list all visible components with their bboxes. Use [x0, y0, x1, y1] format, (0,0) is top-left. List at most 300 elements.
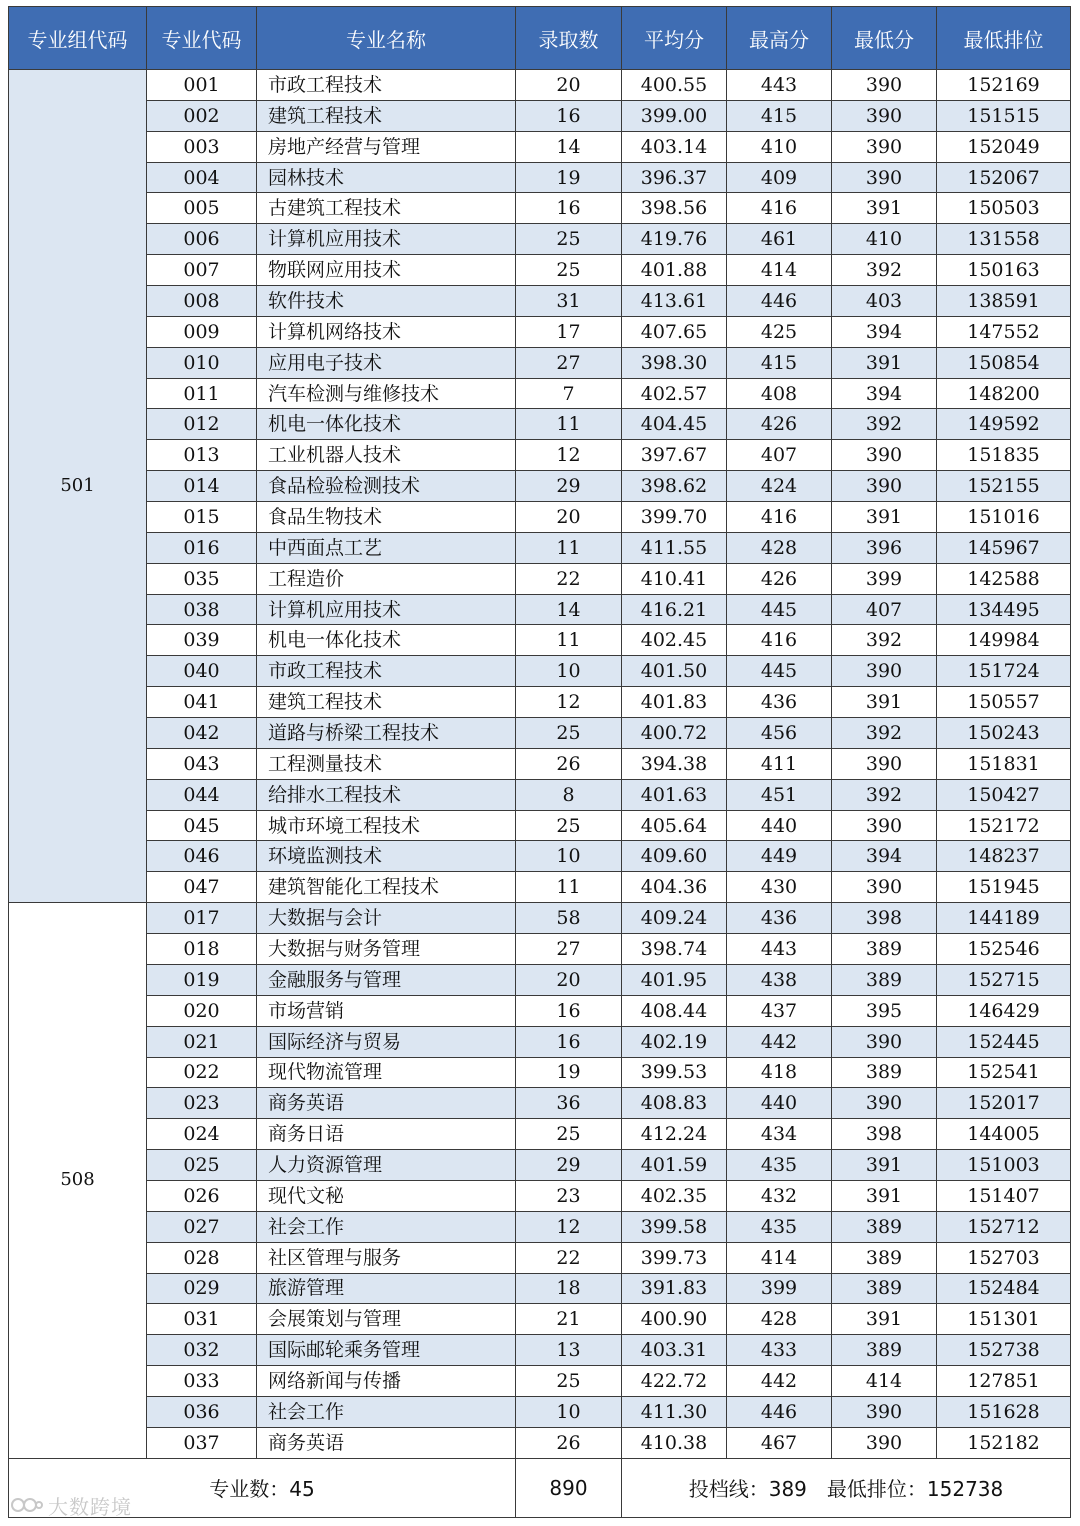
admitted-cell: 16 [516, 193, 622, 224]
average-cell: 412.24 [622, 1119, 727, 1150]
highest-cell: 409 [727, 162, 832, 193]
major-code-cell: 012 [147, 409, 257, 440]
major-code-cell: 045 [147, 810, 257, 841]
table-row [9, 625, 1071, 656]
major-code-cell: 033 [147, 1366, 257, 1397]
admitted-cell: 21 [516, 1304, 622, 1335]
lowest-cell: 396 [832, 532, 937, 563]
table-row [9, 964, 1071, 995]
major-name-cell: 国际经济与贸易 [257, 1026, 516, 1057]
lowest-cell: 390 [832, 1026, 937, 1057]
lowest-cell: 390 [832, 1396, 937, 1427]
highest-cell: 414 [727, 1242, 832, 1273]
average-cell: 397.67 [622, 440, 727, 471]
major-name-cell: 汽车检测与维修技术 [257, 378, 516, 409]
highest-cell: 425 [727, 316, 832, 347]
header-major-code: 专业代码 [147, 7, 257, 70]
major-name-cell: 国际邮轮乘务管理 [257, 1335, 516, 1366]
admitted-cell: 13 [516, 1335, 622, 1366]
major-code-cell: 013 [147, 440, 257, 471]
average-cell: 411.55 [622, 532, 727, 563]
lowest-cell: 391 [832, 687, 937, 718]
highest-cell: 434 [727, 1119, 832, 1150]
major-name-cell: 商务英语 [257, 1088, 516, 1119]
admitted-cell: 7 [516, 378, 622, 409]
admitted-cell: 11 [516, 532, 622, 563]
major-code-cell: 028 [147, 1242, 257, 1273]
average-cell: 402.57 [622, 378, 727, 409]
header-highest: 最高分 [727, 7, 832, 70]
major-code-cell: 046 [147, 841, 257, 872]
highest-cell: 407 [727, 440, 832, 471]
admitted-cell: 19 [516, 162, 622, 193]
table-row [9, 162, 1071, 193]
highest-cell: 467 [727, 1427, 832, 1458]
lowest-cell: 390 [832, 656, 937, 687]
lowest-cell: 390 [832, 100, 937, 131]
table-row [9, 100, 1071, 131]
admitted-cell: 18 [516, 1273, 622, 1304]
lowest-rank-cell: 150854 [937, 347, 1071, 378]
average-cell: 404.36 [622, 872, 727, 903]
table-row [9, 810, 1071, 841]
group-code-cell: 501 [9, 70, 147, 903]
major-code-cell: 003 [147, 131, 257, 162]
lowest-rank-cell: 150557 [937, 687, 1071, 718]
table-row [9, 841, 1071, 872]
admitted-cell: 25 [516, 1119, 622, 1150]
lowest-rank-cell: 152155 [937, 471, 1071, 502]
highest-cell: 399 [727, 1273, 832, 1304]
admitted-cell: 25 [516, 718, 622, 749]
lowest-cell: 392 [832, 409, 937, 440]
average-cell: 398.30 [622, 347, 727, 378]
lowest-rank-cell: 152182 [937, 1427, 1071, 1458]
table-row [9, 594, 1071, 625]
admitted-cell: 10 [516, 841, 622, 872]
lowest-rank-cell: 152445 [937, 1026, 1071, 1057]
lowest-rank-cell: 147552 [937, 316, 1071, 347]
major-name-cell: 计算机应用技术 [257, 224, 516, 255]
table-row [9, 1057, 1071, 1088]
admitted-cell: 10 [516, 1396, 622, 1427]
lowest-rank-cell: 145967 [937, 532, 1071, 563]
highest-cell: 456 [727, 718, 832, 749]
highest-cell: 424 [727, 471, 832, 502]
highest-cell: 428 [727, 1304, 832, 1335]
admitted-cell: 25 [516, 810, 622, 841]
major-name-cell: 物联网应用技术 [257, 255, 516, 286]
major-code-cell: 008 [147, 286, 257, 317]
header-row [9, 7, 1071, 70]
average-cell: 403.31 [622, 1335, 727, 1366]
lowest-cell: 403 [832, 286, 937, 317]
admitted-cell: 12 [516, 440, 622, 471]
admitted-cell: 19 [516, 1057, 622, 1088]
lowest-cell: 389 [832, 1335, 937, 1366]
watermark-logo-icon [10, 1495, 44, 1519]
admitted-cell: 8 [516, 779, 622, 810]
average-cell: 404.45 [622, 409, 727, 440]
major-code-cell: 015 [147, 502, 257, 533]
lowest-cell: 389 [832, 1211, 937, 1242]
highest-cell: 416 [727, 502, 832, 533]
highest-cell: 435 [727, 1150, 832, 1181]
highest-cell: 445 [727, 594, 832, 625]
lowest-cell: 391 [832, 1150, 937, 1181]
lowest-rank-cell: 150243 [937, 718, 1071, 749]
highest-cell: 442 [727, 1366, 832, 1397]
table-row [9, 193, 1071, 224]
lowest-rank-cell: 152169 [937, 70, 1071, 101]
average-cell: 401.50 [622, 656, 727, 687]
highest-cell: 438 [727, 964, 832, 995]
average-cell: 409.60 [622, 841, 727, 872]
major-name-cell: 应用电子技术 [257, 347, 516, 378]
major-name-cell: 古建筑工程技术 [257, 193, 516, 224]
lowest-cell: 394 [832, 841, 937, 872]
table-row [9, 70, 1071, 101]
admitted-cell: 17 [516, 316, 622, 347]
average-cell: 400.90 [622, 1304, 727, 1335]
major-name-cell: 食品生物技术 [257, 502, 516, 533]
major-code-cell: 009 [147, 316, 257, 347]
major-code-cell: 027 [147, 1211, 257, 1242]
average-cell: 419.76 [622, 224, 727, 255]
average-cell: 398.74 [622, 934, 727, 965]
lowest-cell: 389 [832, 934, 937, 965]
table-row [9, 995, 1071, 1026]
footer-total-admitted: 890 [516, 1458, 622, 1517]
average-cell: 396.37 [622, 162, 727, 193]
lowest-rank-cell: 151835 [937, 440, 1071, 471]
average-cell: 402.19 [622, 1026, 727, 1057]
major-code-cell: 001 [147, 70, 257, 101]
lowest-cell: 391 [832, 1304, 937, 1335]
major-name-cell: 给排水工程技术 [257, 779, 516, 810]
header-lowest-rank: 最低排位 [937, 7, 1071, 70]
average-cell: 408.83 [622, 1088, 727, 1119]
highest-cell: 432 [727, 1180, 832, 1211]
highest-cell: 446 [727, 286, 832, 317]
admission-table-container [8, 6, 1070, 1518]
highest-cell: 430 [727, 872, 832, 903]
highest-cell: 442 [727, 1026, 832, 1057]
highest-cell: 437 [727, 995, 832, 1026]
major-name-cell: 工程造价 [257, 563, 516, 594]
watermark [10, 1491, 132, 1520]
lowest-cell: 390 [832, 810, 937, 841]
table-row [9, 1211, 1071, 1242]
major-code-cell: 040 [147, 656, 257, 687]
admitted-cell: 20 [516, 502, 622, 533]
highest-cell: 411 [727, 748, 832, 779]
admitted-cell: 26 [516, 748, 622, 779]
major-name-cell: 软件技术 [257, 286, 516, 317]
admitted-cell: 12 [516, 1211, 622, 1242]
lowest-cell: 398 [832, 1119, 937, 1150]
major-code-cell: 019 [147, 964, 257, 995]
major-code-cell: 010 [147, 347, 257, 378]
footer-row [9, 1458, 1071, 1517]
admitted-cell: 29 [516, 471, 622, 502]
admitted-cell: 14 [516, 131, 622, 162]
admitted-cell: 23 [516, 1180, 622, 1211]
major-name-cell: 商务英语 [257, 1427, 516, 1458]
lowest-cell: 391 [832, 193, 937, 224]
table-row [9, 1304, 1071, 1335]
table-row [9, 718, 1071, 749]
major-code-cell: 006 [147, 224, 257, 255]
major-code-cell: 042 [147, 718, 257, 749]
lowest-cell: 398 [832, 903, 937, 934]
major-name-cell: 大数据与财务管理 [257, 934, 516, 965]
major-code-cell: 005 [147, 193, 257, 224]
header-group-code: 专业组代码 [9, 7, 147, 70]
lowest-cell: 389 [832, 1242, 937, 1273]
major-code-cell: 014 [147, 471, 257, 502]
highest-cell: 408 [727, 378, 832, 409]
admitted-cell: 36 [516, 1088, 622, 1119]
table-row [9, 1180, 1071, 1211]
average-cell: 399.00 [622, 100, 727, 131]
lowest-cell: 394 [832, 316, 937, 347]
table-body [9, 70, 1071, 1459]
lowest-rank-cell: 144005 [937, 1119, 1071, 1150]
major-code-cell: 032 [147, 1335, 257, 1366]
major-name-cell: 工程测量技术 [257, 748, 516, 779]
average-cell: 402.35 [622, 1180, 727, 1211]
lowest-rank-cell: 149984 [937, 625, 1071, 656]
major-code-cell: 004 [147, 162, 257, 193]
average-cell: 401.63 [622, 779, 727, 810]
table-row [9, 563, 1071, 594]
average-cell: 400.72 [622, 718, 727, 749]
major-code-cell: 037 [147, 1427, 257, 1458]
lowest-cell: 407 [832, 594, 937, 625]
header-major-name: 专业名称 [257, 7, 516, 70]
lowest-rank-cell: 152546 [937, 934, 1071, 965]
lowest-cell: 391 [832, 347, 937, 378]
lowest-rank-cell: 152067 [937, 162, 1071, 193]
lowest-rank-cell: 142588 [937, 563, 1071, 594]
major-code-cell: 047 [147, 872, 257, 903]
average-cell: 398.62 [622, 471, 727, 502]
lowest-cell: 392 [832, 625, 937, 656]
lowest-rank-cell: 148200 [937, 378, 1071, 409]
lowest-cell: 390 [832, 70, 937, 101]
header-admitted: 录取数 [516, 7, 622, 70]
admitted-cell: 10 [516, 656, 622, 687]
table-row [9, 1026, 1071, 1057]
table-row [9, 440, 1071, 471]
admitted-cell: 11 [516, 625, 622, 656]
lowest-cell: 392 [832, 718, 937, 749]
major-name-cell: 会展策划与管理 [257, 1304, 516, 1335]
average-cell: 411.30 [622, 1396, 727, 1427]
highest-cell: 440 [727, 810, 832, 841]
table-row [9, 347, 1071, 378]
major-name-cell: 市政工程技术 [257, 70, 516, 101]
highest-cell: 445 [727, 656, 832, 687]
highest-cell: 436 [727, 903, 832, 934]
average-cell: 407.65 [622, 316, 727, 347]
major-name-cell: 市场营销 [257, 995, 516, 1026]
major-name-cell: 现代物流管理 [257, 1057, 516, 1088]
group-code-cell: 508 [9, 903, 147, 1458]
major-code-cell: 011 [147, 378, 257, 409]
lowest-rank-cell: 151407 [937, 1180, 1071, 1211]
average-cell: 401.59 [622, 1150, 727, 1181]
lowest-rank-cell: 151945 [937, 872, 1071, 903]
average-cell: 394.38 [622, 748, 727, 779]
major-code-cell: 043 [147, 748, 257, 779]
admitted-cell: 26 [516, 1427, 622, 1458]
major-name-cell: 市政工程技术 [257, 656, 516, 687]
major-name-cell: 环境监测技术 [257, 841, 516, 872]
major-name-cell: 人力资源管理 [257, 1150, 516, 1181]
highest-cell: 443 [727, 934, 832, 965]
major-name-cell: 城市环境工程技术 [257, 810, 516, 841]
major-name-cell: 建筑工程技术 [257, 100, 516, 131]
major-name-cell: 计算机网络技术 [257, 316, 516, 347]
average-cell: 410.38 [622, 1427, 727, 1458]
average-cell: 408.44 [622, 995, 727, 1026]
table-row [9, 1396, 1071, 1427]
lowest-rank-cell: 152712 [937, 1211, 1071, 1242]
admitted-cell: 29 [516, 1150, 622, 1181]
admitted-cell: 27 [516, 347, 622, 378]
major-name-cell: 旅游管理 [257, 1273, 516, 1304]
table-row [9, 378, 1071, 409]
major-name-cell: 商务日语 [257, 1119, 516, 1150]
average-cell: 402.45 [622, 625, 727, 656]
lowest-rank-cell: 152715 [937, 964, 1071, 995]
average-cell: 413.61 [622, 286, 727, 317]
lowest-cell: 389 [832, 964, 937, 995]
major-code-cell: 017 [147, 903, 257, 934]
major-name-cell: 建筑工程技术 [257, 687, 516, 718]
table-row [9, 779, 1071, 810]
major-name-cell: 中西面点工艺 [257, 532, 516, 563]
admitted-cell: 25 [516, 224, 622, 255]
admitted-cell: 20 [516, 70, 622, 101]
lowest-cell: 392 [832, 779, 937, 810]
major-name-cell: 社会工作 [257, 1211, 516, 1242]
table-row [9, 316, 1071, 347]
lowest-cell: 391 [832, 502, 937, 533]
table-row [9, 872, 1071, 903]
lowest-rank-cell: 151301 [937, 1304, 1071, 1335]
major-code-cell: 031 [147, 1304, 257, 1335]
lowest-rank-cell: 152017 [937, 1088, 1071, 1119]
table-row [9, 255, 1071, 286]
table-row [9, 1150, 1071, 1181]
lowest-rank-cell: 152484 [937, 1273, 1071, 1304]
lowest-cell: 392 [832, 255, 937, 286]
lowest-cell: 390 [832, 1427, 937, 1458]
highest-cell: 451 [727, 779, 832, 810]
lowest-cell: 389 [832, 1057, 937, 1088]
admitted-cell: 14 [516, 594, 622, 625]
admitted-cell: 11 [516, 872, 622, 903]
lowest-cell: 414 [832, 1366, 937, 1397]
major-name-cell: 大数据与会计 [257, 903, 516, 934]
lowest-rank-cell: 138591 [937, 286, 1071, 317]
table-row [9, 1088, 1071, 1119]
table-row [9, 532, 1071, 563]
lowest-rank-cell: 146429 [937, 995, 1071, 1026]
table-row [9, 903, 1071, 934]
major-code-cell: 021 [147, 1026, 257, 1057]
major-name-cell: 道路与桥梁工程技术 [257, 718, 516, 749]
admitted-cell: 11 [516, 409, 622, 440]
average-cell: 401.88 [622, 255, 727, 286]
table-row [9, 687, 1071, 718]
lowest-rank-cell: 151515 [937, 100, 1071, 131]
major-name-cell: 食品检验检测技术 [257, 471, 516, 502]
table-row [9, 1335, 1071, 1366]
header-lowest: 最低分 [832, 7, 937, 70]
highest-cell: 426 [727, 409, 832, 440]
major-code-cell: 038 [147, 594, 257, 625]
watermark-text: 大数跨境 [48, 1495, 132, 1519]
average-cell: 405.64 [622, 810, 727, 841]
highest-cell: 418 [727, 1057, 832, 1088]
highest-cell: 435 [727, 1211, 832, 1242]
major-name-cell: 现代文秘 [257, 1180, 516, 1211]
lowest-rank-cell: 151003 [937, 1150, 1071, 1181]
average-cell: 410.41 [622, 563, 727, 594]
major-code-cell: 022 [147, 1057, 257, 1088]
table-row [9, 409, 1071, 440]
admitted-cell: 22 [516, 563, 622, 594]
footer-major-count: 专业数：45 [9, 1458, 516, 1517]
major-code-cell: 002 [147, 100, 257, 131]
table-row [9, 1273, 1071, 1304]
average-cell: 401.95 [622, 964, 727, 995]
lowest-rank-cell: 131558 [937, 224, 1071, 255]
major-code-cell: 039 [147, 625, 257, 656]
lowest-rank-cell: 148237 [937, 841, 1071, 872]
table-row [9, 934, 1071, 965]
lowest-cell: 389 [832, 1273, 937, 1304]
lowest-rank-cell: 152738 [937, 1335, 1071, 1366]
lowest-rank-cell: 152703 [937, 1242, 1071, 1273]
lowest-rank-cell: 152541 [937, 1057, 1071, 1088]
major-code-cell: 044 [147, 779, 257, 810]
highest-cell: 443 [727, 70, 832, 101]
highest-cell: 428 [727, 532, 832, 563]
lowest-rank-cell: 151724 [937, 656, 1071, 687]
header-average: 平均分 [622, 7, 727, 70]
admitted-cell: 25 [516, 1366, 622, 1397]
major-name-cell: 网络新闻与传播 [257, 1366, 516, 1397]
major-code-cell: 036 [147, 1396, 257, 1427]
major-code-cell: 007 [147, 255, 257, 286]
admitted-cell: 22 [516, 1242, 622, 1273]
lowest-cell: 390 [832, 131, 937, 162]
highest-cell: 416 [727, 193, 832, 224]
average-cell: 416.21 [622, 594, 727, 625]
average-cell: 400.55 [622, 70, 727, 101]
table-row [9, 286, 1071, 317]
average-cell: 399.53 [622, 1057, 727, 1088]
lowest-rank-cell: 150427 [937, 779, 1071, 810]
lowest-cell: 394 [832, 378, 937, 409]
major-name-cell: 社会工作 [257, 1396, 516, 1427]
major-name-cell: 工业机器人技术 [257, 440, 516, 471]
